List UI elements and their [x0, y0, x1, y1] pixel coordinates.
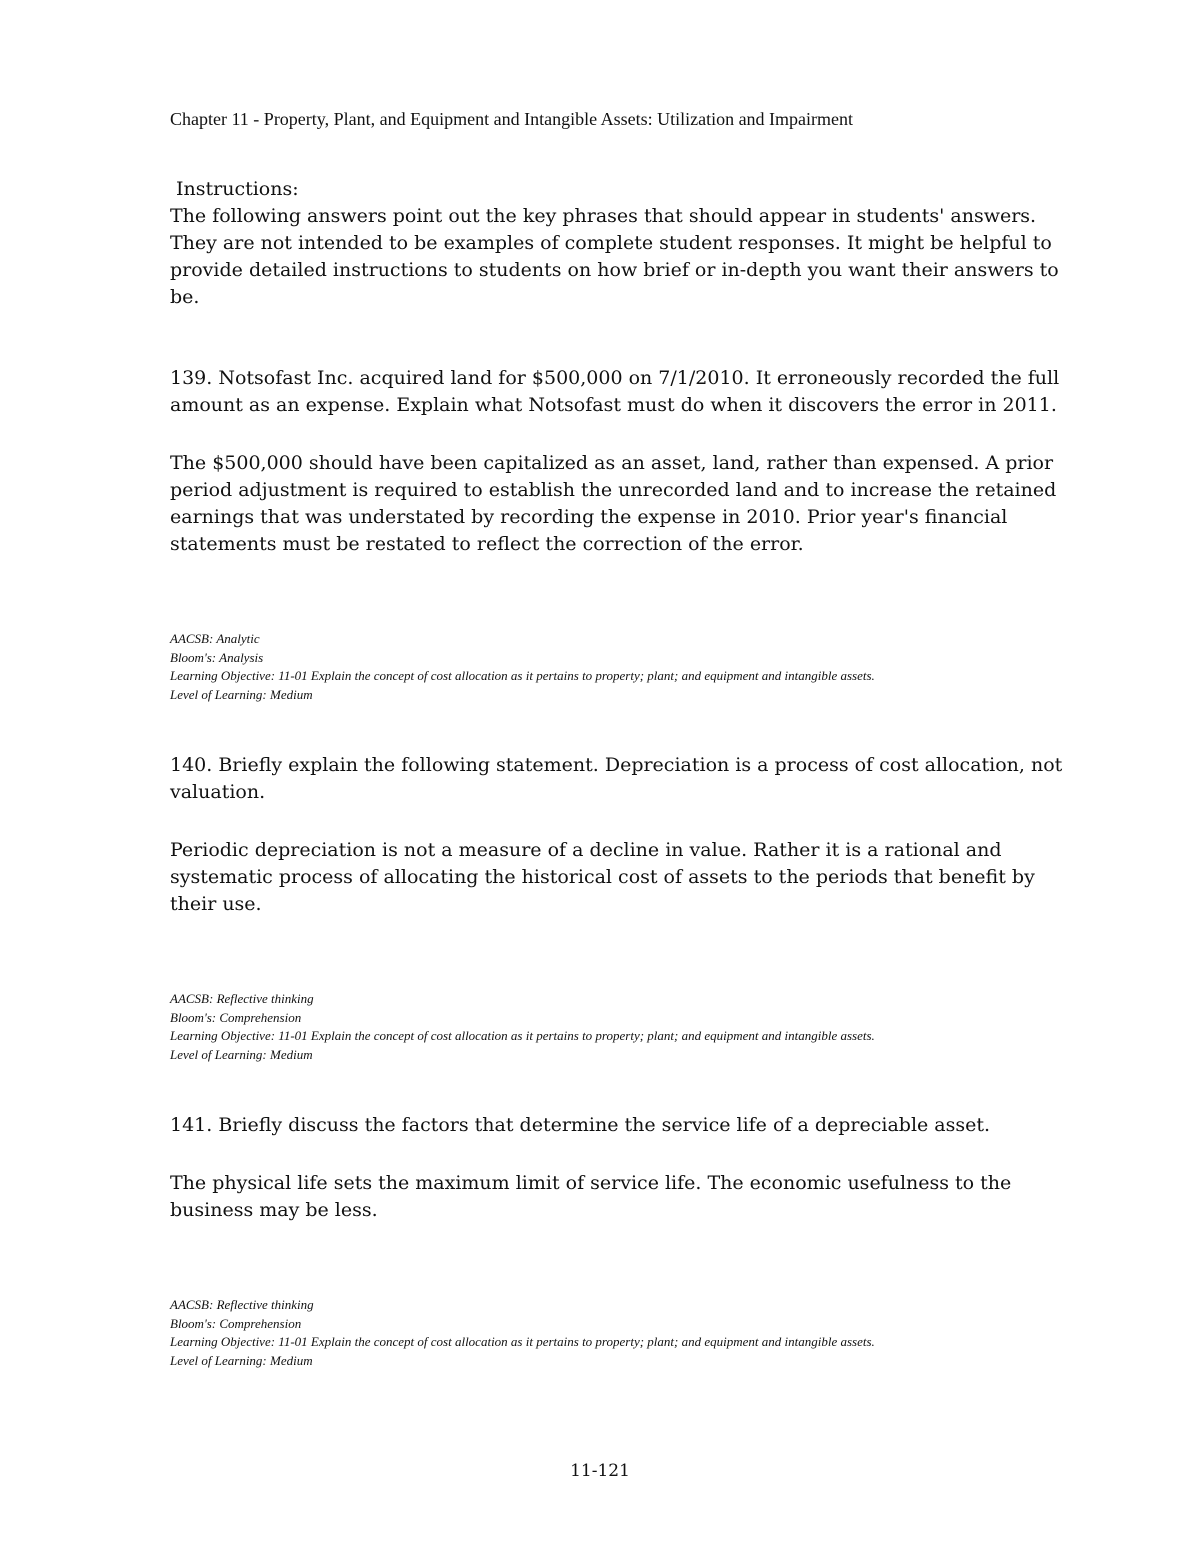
instructions-heading: Instructions: — [176, 178, 299, 200]
learning-objective: Learning Objective: 11-01 Explain the concept of cost allocation as it pertains to property; plant; and equipment and intangible assets. — [170, 1334, 875, 1349]
chapter-title: Chapter 11 - Property, Plant, and Equipment and Intangible Assets: Utilization and Impairment — [170, 109, 854, 129]
aacsb-tag: AACSB: Reflective thinking — [170, 1297, 314, 1312]
learning-objective: Learning Objective: 11-01 Explain the concept of cost allocation as it pertains to property; plant; and equipment and intangible assets. — [170, 1028, 875, 1043]
question-text: 141. Briefly discuss the factors that determine the service life of a depreciable asset. — [170, 1114, 991, 1136]
question-block-140 — [170, 752, 1070, 918]
aacsb-tag: AACSB: Analytic — [170, 631, 260, 646]
question-metadata — [170, 990, 1070, 1064]
page-number: 11-121 — [570, 1461, 630, 1481]
level-of-learning: Level of Learning: Medium — [170, 686, 313, 702]
instructions-text: The following answers point out the key phrases that should appear in students' answers. They are not intended to be examples of complete student responses. It might be helpful to provide detailed instructions to students on how brief or in-depth you want their answers to be. — [170, 205, 1059, 308]
answer-text: The $500,000 should have been capitalized as an asset, land, rather than expensed. A prior period adjustment is required to establish the unrecorded land and to increase the retained earnings that was understated by recording the expense in 2010. Prior year's financial statements must be restated to reflect the correction of the error. — [170, 452, 1057, 555]
answer-text: The physical life sets the maximum limit of service life. The economic usefulness to the business may be less. — [170, 1172, 1012, 1221]
level-of-learning: Level of Learning: Medium — [170, 1046, 313, 1062]
level-of-learning: Level of Learning: Medium — [170, 1352, 313, 1368]
blooms-tag: Bloom's: Analysis — [170, 649, 264, 665]
question-text: 140. Briefly explain the following statement. Depreciation is a process of cost allocation, not valuation. — [170, 754, 1063, 803]
blooms-tag: Bloom's: Comprehension — [170, 1315, 302, 1331]
aacsb-tag: AACSB: Reflective thinking — [170, 991, 314, 1006]
instructions-section — [170, 176, 1070, 311]
learning-objective: Learning Objective: 11-01 Explain the concept of cost allocation as it pertains to property; plant; and equipment and intangible assets. — [170, 668, 875, 683]
question-metadata — [170, 1296, 1070, 1370]
question-metadata — [170, 630, 1070, 704]
answer-text: Periodic depreciation is not a measure of a decline in value. Rather it is a rational and systematic process of allocating the historical cost of assets to the periods that benefit by their use. — [170, 839, 1035, 915]
question-block-141 — [170, 1112, 1070, 1224]
question-text: 139. Notsofast Inc. acquired land for $500,000 on 7/1/2010. It erroneously recorded the full amount as an expense. Explain what Notsofast must do when it discovers the error in 2011. — [170, 367, 1060, 416]
question-block-139 — [170, 365, 1070, 558]
blooms-tag: Bloom's: Comprehension — [170, 1009, 302, 1025]
